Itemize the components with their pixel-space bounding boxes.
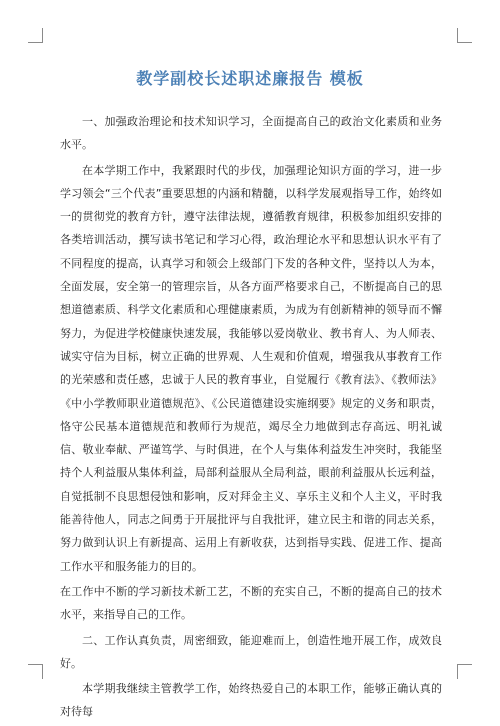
body-paragraph: 在本学期工作中，我紧跟时代的步伐，加强理论知识方面的学习，进一步学习领会“三个代表”重要思想的内涵和精髓，以科学发展观指导工作，始终如一的贯彻党的教育方针，遵守法律法规，遵循教育规律，积极参加组织安排的各类培训活动，撰写读书笔记和学习心得，政治理论水平和思想认识水平有了不同程度的提高，认真学习和领会上级部门下发的各种文件，坚持以人为本，全面发展，安全第一的管理宗旨，从各方面严格要求自己，不断提高自己的思想道德素质、科学文化素质和心理健康素质，为成为有创新精神的领导而不懈努力，为促进学校健康快速发展，我能够以爱岗敬业、教书育人、为人师表、诚实守信为目标，树立正确的世界观、人生观和价值观，增强我从事教育工作的光荣感和责任感，忠诚于人民的教育事业，自觉履行《教育法》、《教师法》《中小学教师职业道德规范》、《公民道德建设实施纲要》规定的义务和职责，恪守公民基本道德规范和教师行为规范，竭尽全力地做到志存高远、明礼诚信、敬业奉献、严谨笃学、与时俱进，在个人与集体利益发生冲突时，我能坚持个人利益服从集体利益，局部利益服从全局利益，眼前利益服从长远利益，自觉抵制不良思想侵蚀和影响，反对拜金主义、享乐主义和个人主义，平时我能善待他人，同志之间勇于开展批评与自我批评，建立民主和谐的同志关系，努力做到认识上有新提高、运用上有新收获，达到指导实践、促进工作、提高工作水平和服务能力的目的。 xyxy=(60,163,442,573)
document-title: 教学副校长述职述廉报告 模板 xyxy=(136,69,364,88)
crop-mark-top-left xyxy=(28,28,43,43)
crop-mark-bottom-left xyxy=(28,664,43,679)
section-heading-2: 二、工作认真负责，周密细致，能迎难而上，创造性地开展工作，成效良好。 xyxy=(60,633,442,670)
crop-mark-top-right xyxy=(457,28,472,43)
document-body xyxy=(60,110,442,726)
crop-mark-bottom-right xyxy=(457,664,472,679)
body-paragraph: 在工作中不断的学习新技术新工艺，不断的充实自己，不断的提高自己的技术水平，来指导自己的工作。 xyxy=(60,584,442,622)
body-paragraph: 本学期我继续主管教学工作，始终热爱自己的本职工作，能够正确认真的对待每 xyxy=(60,682,442,719)
section-heading-1: 一、加强政治理论和技术知识学习，全面提高自己的政治文化素质和业务水平。 xyxy=(60,115,442,152)
